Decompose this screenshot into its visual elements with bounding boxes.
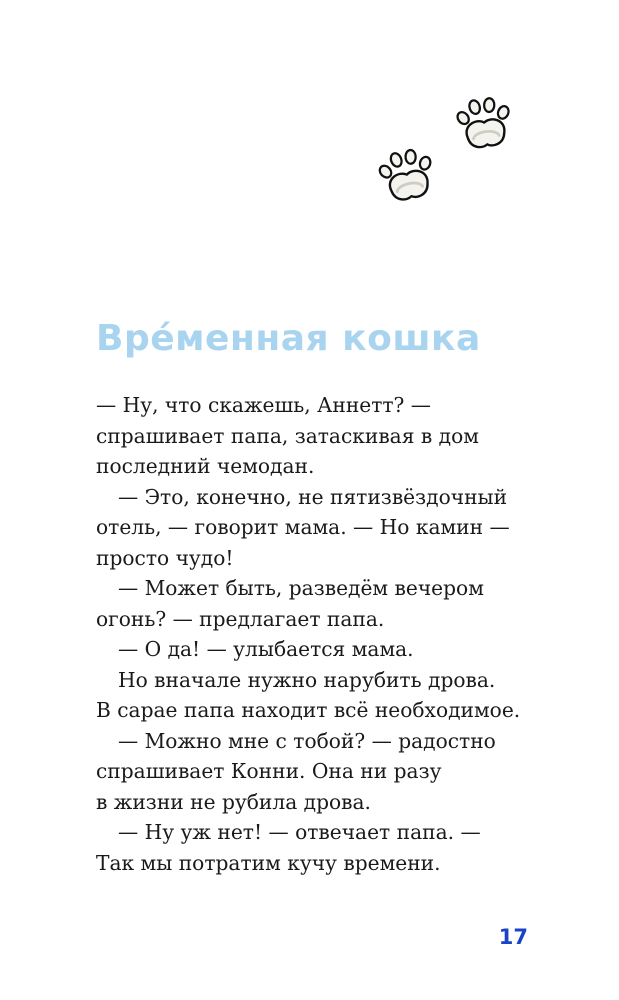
text-line: просто чудо! xyxy=(96,545,234,570)
text-line: — Может быть, разведём вечером xyxy=(118,576,484,600)
text-line: спрашивает Конни. Она ни разу xyxy=(96,759,442,783)
paw-print-upper xyxy=(453,95,515,150)
text-line: — Можно мне с тобой? — радостно xyxy=(118,728,496,753)
text-line: спрашивает папа, затаскивая в дом xyxy=(96,423,479,448)
text-line: в жизни не рубила дрова. xyxy=(96,789,371,814)
text-line: отель, — говорит мама. — Но камин — xyxy=(96,515,510,539)
text-line: последний чемодан. xyxy=(96,454,315,478)
body-text xyxy=(96,390,521,878)
text-line: огонь? — предлагает папа. xyxy=(96,606,385,631)
paw-prints-icon xyxy=(370,95,530,215)
text-line: — О да! — улыбается мама. xyxy=(118,637,414,661)
text-line: — Ну, что скажешь, Аннетт? — xyxy=(96,393,431,417)
paw-print-lower xyxy=(375,145,439,204)
text-line: Но вначале нужно нарубить дрова. xyxy=(118,667,496,692)
text-line: — Это, конечно, не пятизвёздочный xyxy=(118,484,508,509)
text-line: — Ну уж нет! — отвечает папа. — xyxy=(118,820,481,844)
text-line: В сарае папа находит всё необходимое. xyxy=(96,698,521,722)
text-line: Так мы потратим кучу времени. xyxy=(96,850,441,875)
page-number: 17 xyxy=(498,925,528,949)
chapter-title: Вре́менная кошка xyxy=(96,318,481,359)
